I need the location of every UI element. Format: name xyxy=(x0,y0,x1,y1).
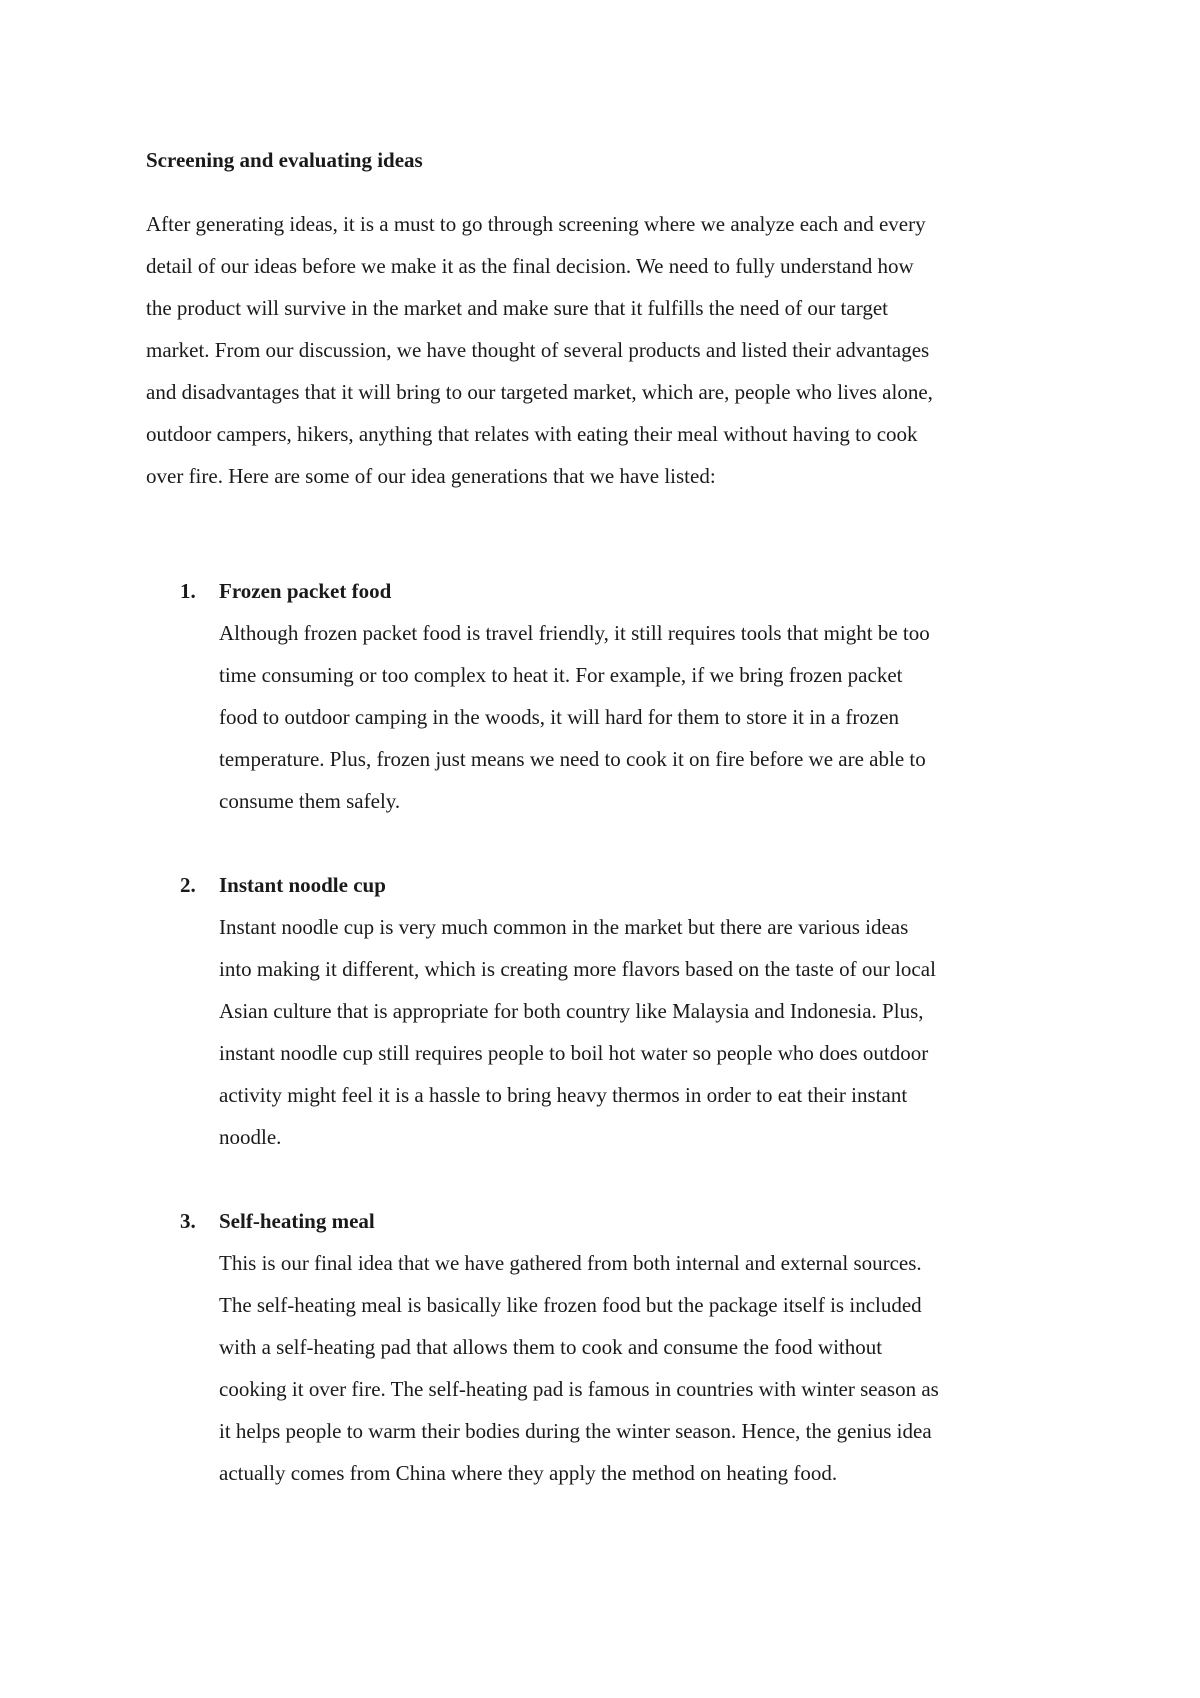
paragraph-line: into making it different, which is creating more flavors based on the taste of our local xyxy=(219,957,936,981)
list-item-body xyxy=(146,612,1076,822)
paragraph-line: Asian culture that is appropriate for both country like Malaysia and Indonesia. Plus, xyxy=(219,999,924,1023)
list-item-heading xyxy=(146,1200,1076,1242)
list-item-number: 3. xyxy=(180,1209,196,1233)
paragraph-line: and disadvantages that it will bring to our targeted market, which are, people who lives alone, xyxy=(146,380,933,404)
paragraph-line: outdoor campers, hikers, anything that relates with eating their meal without having to cook xyxy=(146,422,918,446)
list-item-title: Self-heating meal xyxy=(219,1209,375,1233)
paragraph-line: over fire. Here are some of our idea generations that we have listed: xyxy=(146,464,716,488)
paragraph-line: After generating ideas, it is a must to go through screening where we analyze each and every xyxy=(146,212,926,236)
paragraph-line: actually comes from China where they apply the method on heating food. xyxy=(219,1461,838,1485)
paragraph-line: This is our final idea that we have gathered from both internal and external sources. xyxy=(219,1251,922,1275)
list-item-title: Frozen packet food xyxy=(219,579,392,603)
paragraph-line: time consuming or too complex to heat it. For example, if we bring frozen packet xyxy=(219,663,903,687)
intro-paragraph xyxy=(146,203,1076,497)
paragraph-line: instant noodle cup still requires people to boil hot water so people who does outdoor xyxy=(219,1041,929,1065)
paragraph-line: consume them safely. xyxy=(219,789,401,813)
list-item-number: 1. xyxy=(180,579,196,603)
paragraph-line: Although frozen packet food is travel friendly, it still requires tools that might be too xyxy=(219,621,930,645)
paragraph-line: cooking it over fire. The self-heating pad is famous in countries with winter season as xyxy=(219,1377,939,1401)
paragraph-line: temperature. Plus, frozen just means we need to cook it on fire before we are able to xyxy=(219,747,926,771)
paragraph-line: The self-heating meal is basically like frozen food but the package itself is included xyxy=(219,1293,922,1317)
list-item-heading xyxy=(146,864,1076,906)
paragraph-line: market. From our discussion, we have thought of several products and listed their advantages xyxy=(146,338,930,362)
list-item-number: 2. xyxy=(180,873,196,897)
list-item-self-heating-meal xyxy=(146,1200,1076,1494)
paragraph-line: food to outdoor camping in the woods, it will hard for them to store it in a frozen xyxy=(219,705,900,729)
paragraph-line: with a self-heating pad that allows them to cook and consume the food without xyxy=(219,1335,883,1359)
list-item-instant-noodle-cup xyxy=(146,864,1076,1158)
paragraph-line: Instant noodle cup is very much common in the market but there are various ideas xyxy=(219,915,909,939)
list-item-body xyxy=(146,1242,1076,1494)
paragraph-line: activity might feel it is a hassle to bring heavy thermos in order to eat their instant xyxy=(219,1083,908,1107)
paragraph-line: the product will survive in the market and make sure that it fulfills the need of our target xyxy=(146,296,888,320)
list-item-title: Instant noodle cup xyxy=(219,873,386,897)
paragraph-line: it helps people to warm their bodies during the winter season. Hence, the genius idea xyxy=(219,1419,932,1443)
section-heading: Screening and evaluating ideas xyxy=(146,148,423,172)
list-item-body xyxy=(146,906,1076,1158)
list-item-frozen-packet-food xyxy=(146,570,1076,822)
list-item-heading xyxy=(146,570,1076,612)
paragraph-line: noodle. xyxy=(219,1125,282,1149)
paragraph-line: detail of our ideas before we make it as the final decision. We need to fully understand how xyxy=(146,254,914,278)
